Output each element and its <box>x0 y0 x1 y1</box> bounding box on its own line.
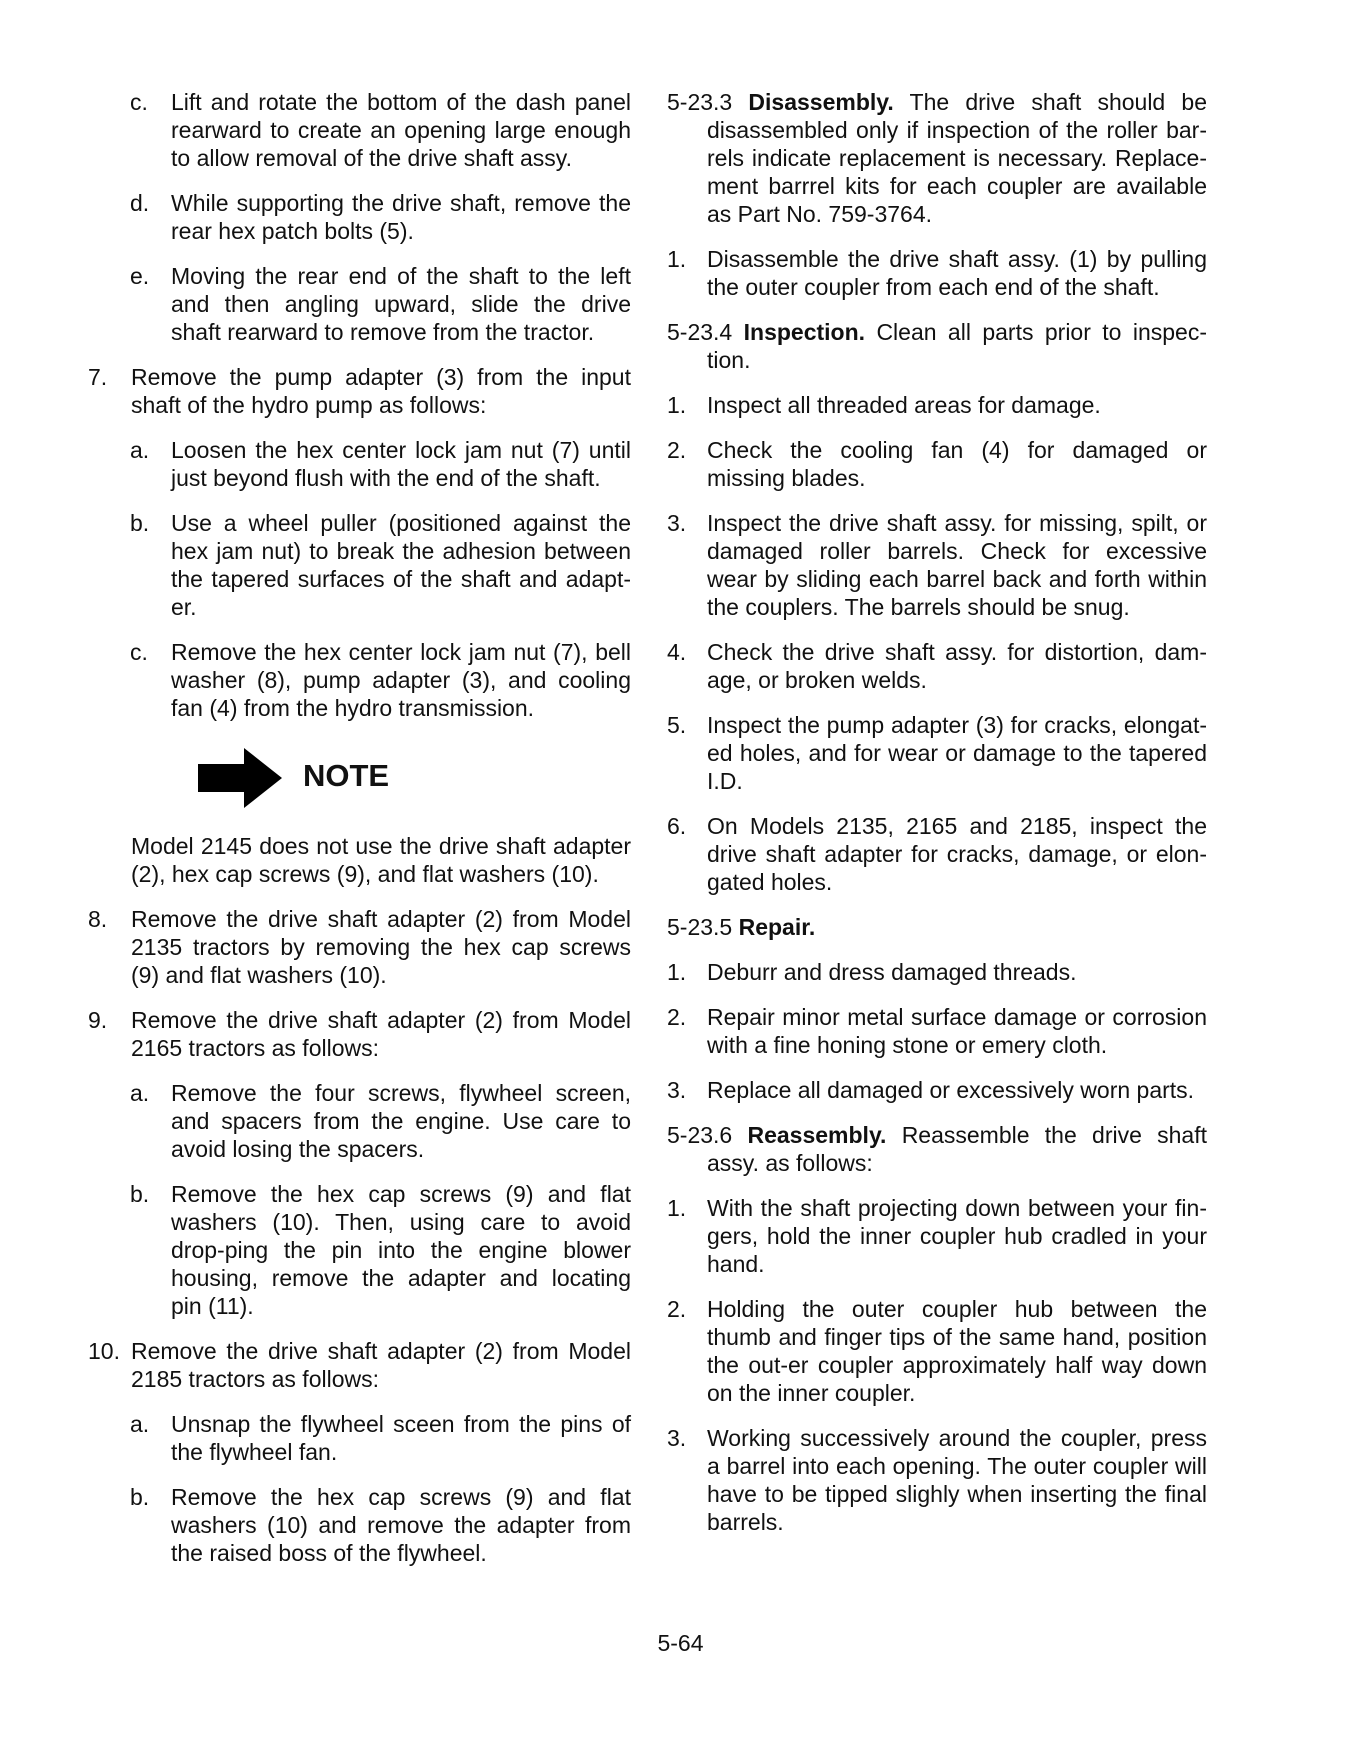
item-marker: 8. <box>88 906 108 932</box>
item-text: Inspect the drive shaft assy. for missing, spilt, or damaged roller barrels. Check for excessive wear by sliding each barrel back and forth within the couplers. The barrels should be snug. <box>707 510 1207 620</box>
section-text: Clean all parts prior to inspec-tion. <box>707 319 1208 373</box>
right-column <box>667 88 1207 1553</box>
item-marker: 1. <box>667 392 687 418</box>
list-item <box>667 1295 1207 1407</box>
section-title: Repair. <box>738 914 816 940</box>
list-item <box>88 88 631 172</box>
item-text: On Models 2135, 2165 and 2185, inspect the drive shaft adapter for cracks, damage, or elon-gated holes. <box>707 813 1207 895</box>
item-text: Inspect the pump adapter (3) for cracks, elongat-ed holes, and for wear or damage to the tapered I.D. <box>707 712 1207 794</box>
item-text: Remove the hex center lock jam nut (7), bell washer (8), pump adapter (3), and cooling fan (4) from the hydro transmission. <box>171 639 631 721</box>
item-text: Remove the drive shaft adapter (2) from Model 2135 tractors by removing the hex cap screws (9) and flat washers (10). <box>131 906 631 988</box>
section-title: Inspection. <box>743 319 866 345</box>
section-number: 5-23.5 <box>667 914 733 940</box>
section-title: Disassembly. <box>748 89 894 115</box>
item-text: Deburr and dress damaged threads. <box>707 959 1077 985</box>
item-text: Inspect all threaded areas for damage. <box>707 392 1101 418</box>
list-item <box>88 638 631 722</box>
list-item <box>667 1003 1207 1059</box>
section-heading <box>667 913 1207 941</box>
item-marker: 6. <box>667 813 687 839</box>
item-text: Loosen the hex center lock jam nut (7) until just beyond flush with the end of the shaft. <box>171 437 631 491</box>
item-marker: d. <box>130 190 150 216</box>
list-item <box>667 711 1207 795</box>
section-heading <box>667 88 1207 228</box>
left-steps-before-note <box>88 88 631 722</box>
item-text: Check the cooling fan (4) for damaged or missing blades. <box>707 437 1207 491</box>
item-text: Replace all damaged or excessively worn parts. <box>707 1077 1195 1103</box>
item-marker: 3. <box>667 1077 687 1103</box>
list-item <box>667 1424 1207 1536</box>
item-marker: 1. <box>667 1195 687 1221</box>
item-marker: 3. <box>667 1425 687 1451</box>
list-item <box>667 812 1207 896</box>
section-number: 5-23.3 <box>667 89 733 115</box>
item-text: Holding the outer coupler hub between the thumb and finger tips of the same hand, position the out-er coupler approximately half way down on the inner coupler. <box>707 1296 1207 1406</box>
list-item <box>667 638 1207 694</box>
list-item <box>88 189 631 245</box>
list-item <box>667 1194 1207 1278</box>
page-number: 5-64 <box>657 1630 704 1656</box>
item-marker: a. <box>130 437 150 463</box>
item-text: Moving the rear end of the shaft to the left and then angling upward, slide the drive shaft rearward to remove from the tractor. <box>171 263 631 345</box>
list-item <box>88 1180 631 1320</box>
item-text: Repair minor metal surface damage or corrosion with a fine honing stone or emery cloth. <box>707 1004 1207 1058</box>
item-marker: b. <box>130 1484 150 1510</box>
item-marker: a. <box>130 1080 150 1106</box>
list-item <box>88 262 631 346</box>
item-marker: 1. <box>667 246 687 272</box>
item-marker: 2. <box>667 1296 687 1322</box>
item-text: Working successively around the coupler, press a barrel into each opening. The outer coupler will have to be tipped slighly when inserting the final barrels. <box>707 1425 1207 1535</box>
list-item <box>667 245 1207 301</box>
list-item <box>667 509 1207 621</box>
item-marker: 7. <box>88 364 108 390</box>
item-text: Remove the pump adapter (3) from the input shaft of the hydro pump as follows: <box>131 364 631 418</box>
section-heading <box>667 1121 1207 1177</box>
item-marker: e. <box>130 263 150 289</box>
section-text: Reassemble the drive shaft assy. as follows: <box>707 1122 1207 1176</box>
item-text: Remove the hex cap screws (9) and flat washers (10) and remove the adapter from the raised boss of the flywheel. <box>171 1484 631 1566</box>
list-item <box>88 1483 631 1567</box>
list-item <box>667 391 1207 419</box>
item-text: Remove the four screws, flywheel screen, and spacers from the engine. Use care to avoid losing the spacers. <box>171 1080 631 1162</box>
item-text: With the shaft projecting down between your fin-gers, hold the inner coupler hub cradled in your hand. <box>707 1195 1207 1277</box>
item-marker: 5. <box>667 712 687 738</box>
item-text: While supporting the drive shaft, remove the rear hex patch bolts (5). <box>171 190 631 244</box>
section-heading <box>667 318 1207 374</box>
note-title: NOTE <box>303 758 390 793</box>
list-item <box>88 905 631 989</box>
item-text: Unsnap the flywheel sceen from the pins of the flywheel fan. <box>171 1411 631 1465</box>
item-marker: a. <box>130 1411 150 1437</box>
list-item <box>88 1006 631 1062</box>
list-item <box>88 509 631 621</box>
note-text: Model 2145 does not use the drive shaft adapter (2), hex cap screws (9), and flat washers (10). <box>131 833 631 887</box>
item-marker: b. <box>130 1181 150 1207</box>
item-marker: 2. <box>667 437 687 463</box>
item-text: Lift and rotate the bottom of the dash panel rearward to create an opening large enough to allow removal of the drive shaft assy. <box>171 89 631 171</box>
item-marker: 1. <box>667 959 687 985</box>
item-marker: 2. <box>667 1004 687 1030</box>
item-marker: 10. <box>88 1338 120 1364</box>
left-steps-after-note <box>88 905 631 1567</box>
section-number: 5-23.4 <box>667 319 733 345</box>
item-text: Use a wheel puller (positioned against the hex jam nut) to break the adhesion between the tapered surfaces of the shaft and adapt-er. <box>171 510 631 620</box>
section-title: Reassembly. <box>747 1122 887 1148</box>
list-item <box>88 363 631 419</box>
item-marker: 9. <box>88 1007 108 1033</box>
list-item <box>88 436 631 492</box>
item-text: Remove the hex cap screws (9) and flat washers (10). Then, using care to avoid drop-ping the pin into the engine blower housing, remove the adapter and locating pin (11). <box>171 1181 631 1319</box>
item-text: Remove the drive shaft adapter (2) from Model 2165 tractors as follows: <box>131 1007 631 1061</box>
section-number: 5-23.6 <box>667 1122 733 1148</box>
item-text: Remove the drive shaft adapter (2) from Model 2185 tractors as follows: <box>131 1338 631 1392</box>
list-item <box>667 958 1207 986</box>
section-text: The drive shaft should be disassembled only if inspection of the roller bar-rels indicate replacement is necessary. Replace-ment barrrel kits for each coupler are available as Part No. 759-3764. <box>707 89 1207 227</box>
arrow-right-icon <box>198 748 282 808</box>
item-marker: c. <box>130 89 148 115</box>
item-marker: 4. <box>667 639 687 665</box>
list-item <box>667 1076 1207 1104</box>
item-marker: c. <box>130 639 148 665</box>
item-text: Disassemble the drive shaft assy. (1) by pulling the outer coupler from each end of the shaft. <box>707 246 1207 300</box>
list-item <box>88 1079 631 1163</box>
list-item <box>88 1337 631 1393</box>
note-callout <box>88 744 631 814</box>
item-marker: 3. <box>667 510 687 536</box>
item-marker: b. <box>130 510 150 536</box>
item-text: Check the drive shaft assy. for distortion, dam-age, or broken welds. <box>707 639 1207 693</box>
list-item <box>88 1410 631 1466</box>
left-column <box>88 88 631 1584</box>
list-item <box>667 436 1207 492</box>
